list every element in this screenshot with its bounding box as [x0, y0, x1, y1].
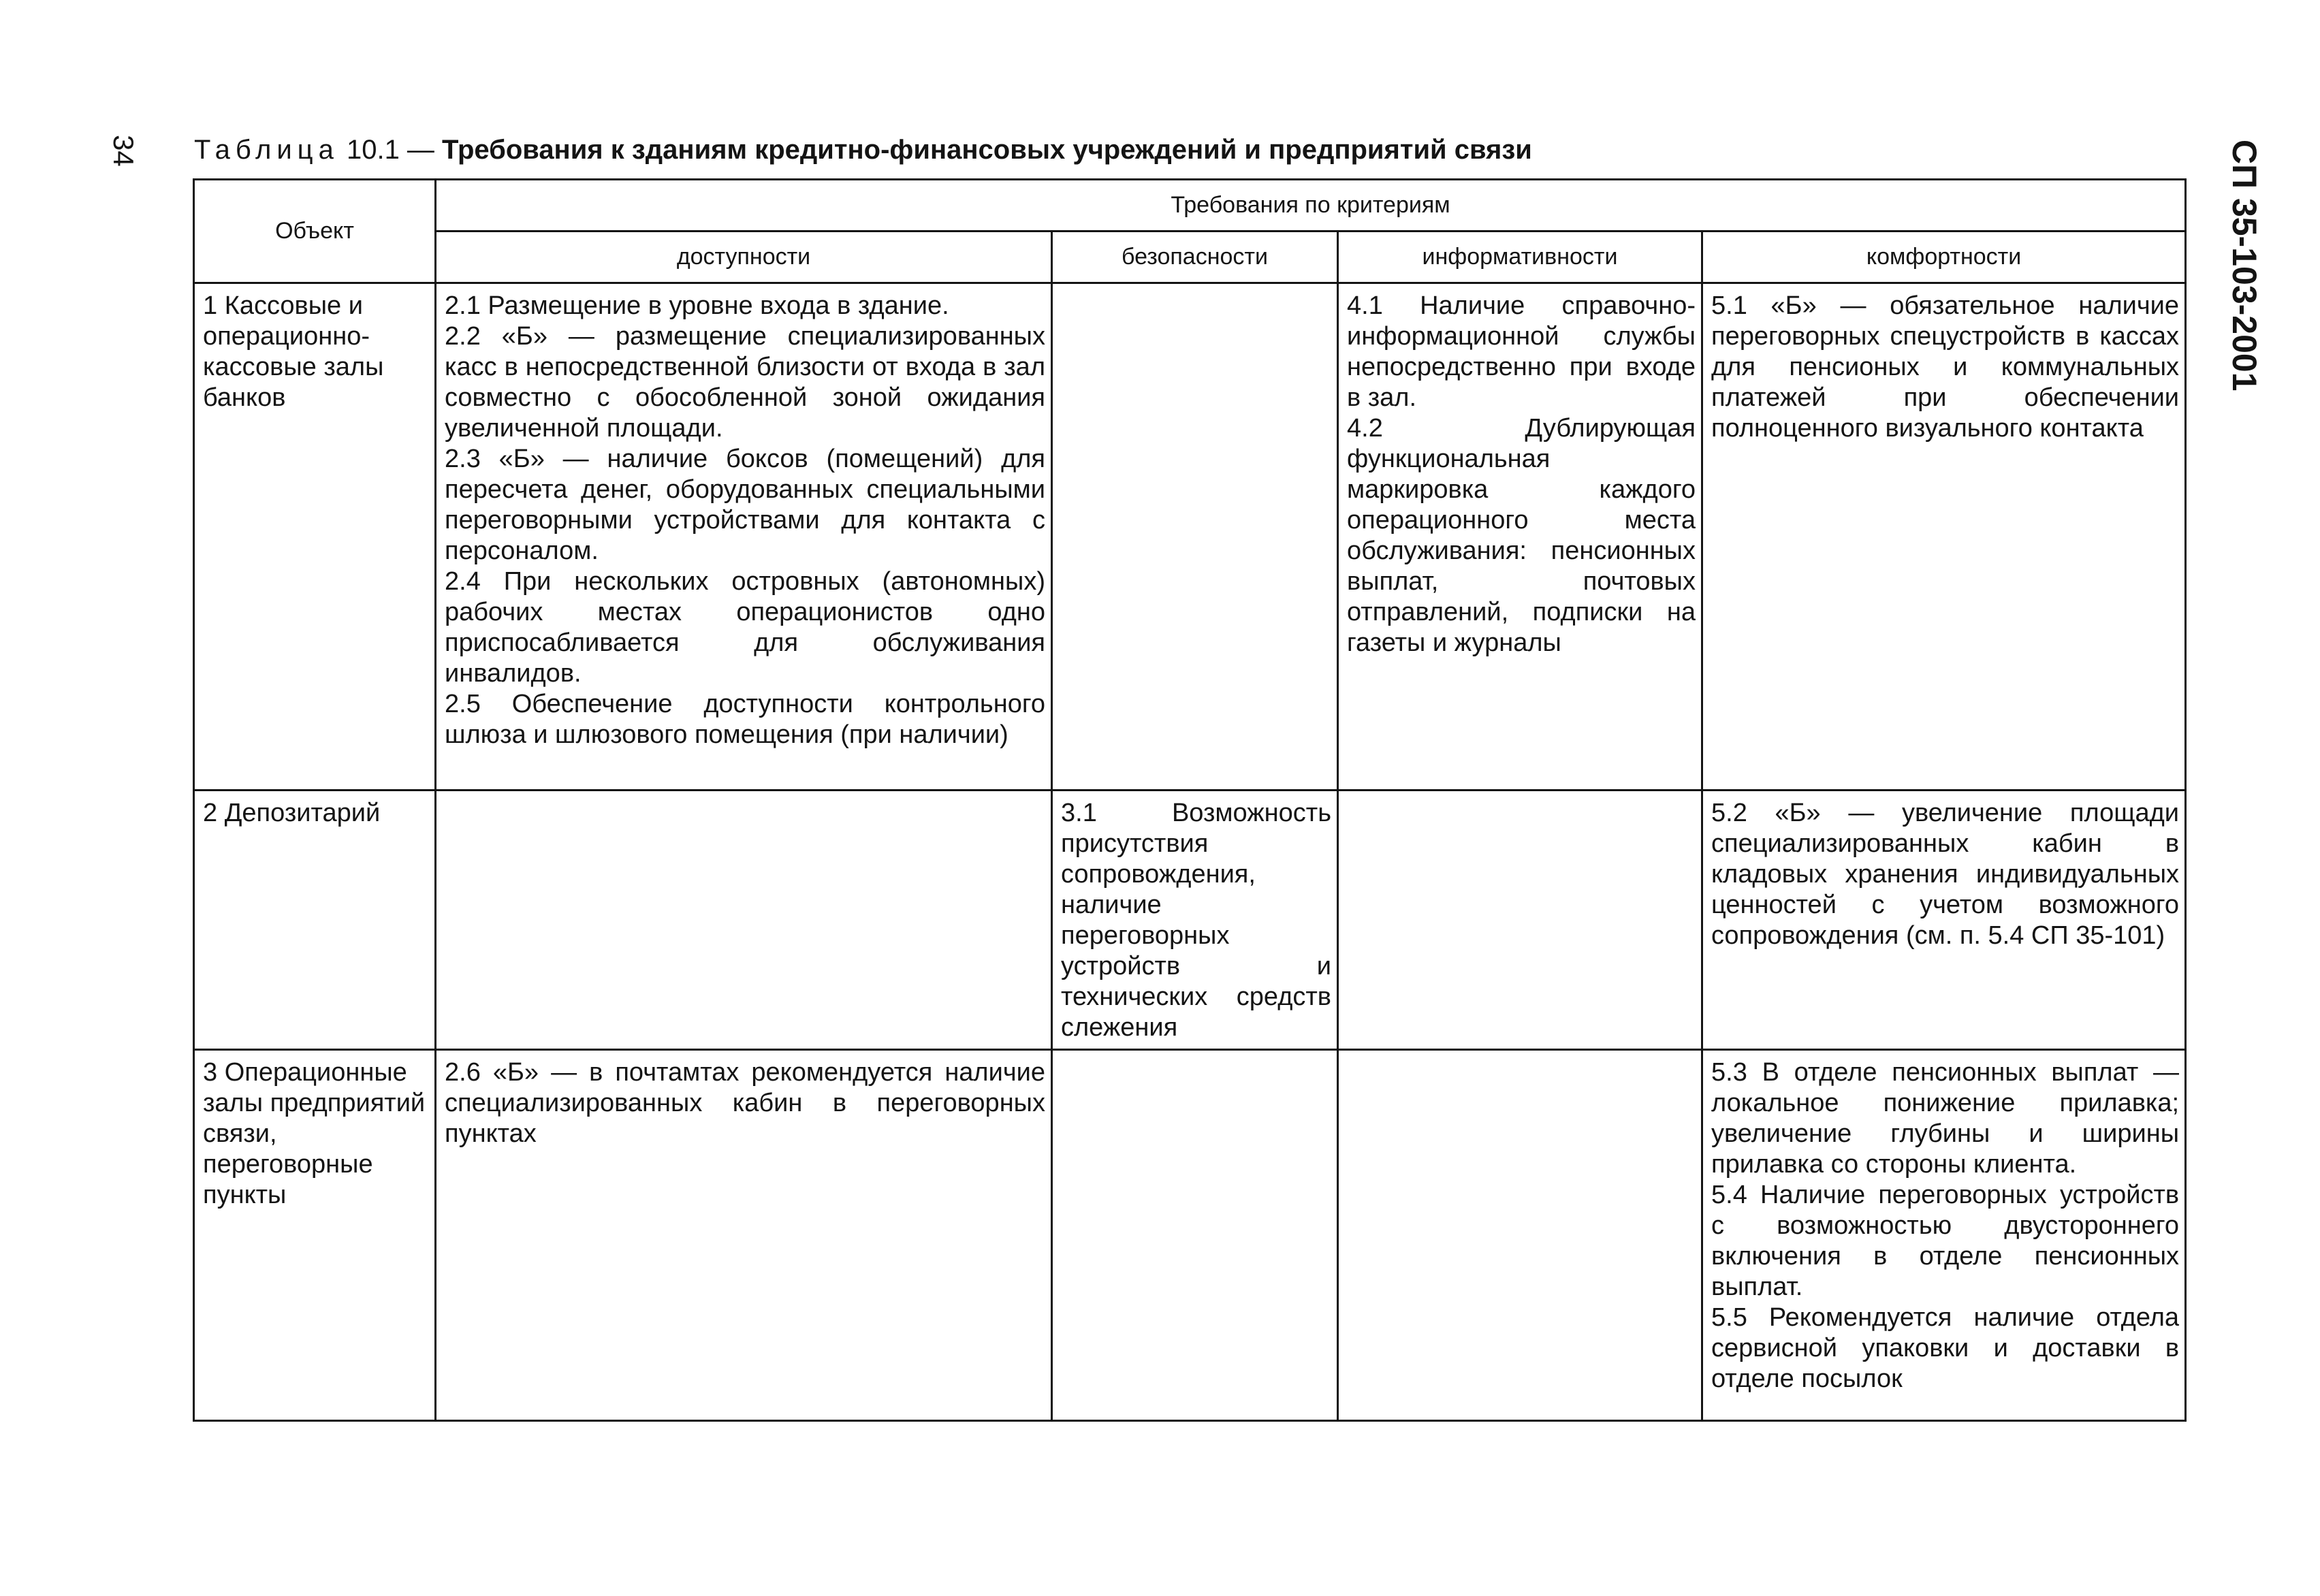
header-accessibility: доступности [436, 232, 1052, 283]
cell-comfort [1702, 283, 2186, 791]
requirement-item: 2.1 Размещение в уровне входа в здание. [445, 291, 949, 320]
table-row [194, 1050, 2186, 1421]
requirements-table [193, 178, 2187, 1422]
requirement-item: 5.4 Наличие переговорных устройств с возможностью двустороннего включения в отделе пенсионных выплат. [1711, 1181, 2180, 1301]
header-comfort: комфортности [1702, 232, 2186, 283]
header-subrow [194, 232, 2186, 283]
requirement-item: 4.1 Наличие справочно-информационной службы непосредственно при входе в зал. [1347, 291, 1696, 412]
requirement-item: 2.4 При нескольких островных (автономных) рабочих местах операционистов одно приспосабливается для обслуживания инвалидов. [445, 567, 1045, 688]
cell-safety [1052, 791, 1338, 1050]
caption-number: 10.1 — [338, 135, 443, 165]
header-criteria-group: Требования по критериям [436, 180, 2186, 232]
header-informativeness: информативности [1338, 232, 1702, 283]
header-safety: безопасности [1052, 232, 1338, 283]
header-object: Объект [194, 180, 436, 283]
requirement-item: 2.5 Обеспечение доступности контрольного шлюза и шлюзового помещения (при наличии) [445, 690, 1045, 749]
table-row [194, 791, 2186, 1050]
requirement-item: 4.2 Дублирующая функциональная маркировка каждого операционного места обслуживания: пенсионных выплат, почтовых отправлений, подписки на газеты и журналы [1347, 414, 1696, 657]
object-name: 3 Операционные залы предприятий связи, переговорные пункты [203, 1058, 426, 1209]
document-code: СП 35-103-2001 [2225, 140, 2263, 392]
cell-object [194, 791, 436, 1050]
cell-comfort [1702, 791, 2186, 1050]
cell-accessibility [436, 283, 1052, 791]
cell-comfort [1702, 1050, 2186, 1421]
cell-accessibility [436, 791, 1052, 1050]
cell-informativeness [1338, 283, 1702, 791]
header-row [194, 180, 2186, 232]
cell-accessibility [436, 1050, 1052, 1421]
requirement-item: 5.2 «Б» — увеличение площади специализированных кабин в кладовых хранения индивидуальных ценностей с учетом возможного сопровождения (см. п. 5.4 СП 35-101) [1711, 799, 2180, 950]
requirement-item: 5.3 В отделе пенсионных выплат — локальное понижение прилавка; увеличение глубины и ширины прилавка со стороны клиента. [1711, 1058, 2180, 1179]
requirement-item: 3.1 Возможность присутствия сопровождения, наличие переговорных устройств и технических средств слежения [1061, 799, 1331, 1042]
table-caption [194, 135, 1532, 165]
requirement-item: 2.6 «Б» — в почтамтах рекомендуется наличие специализированных кабин в переговорных пунктах [445, 1058, 1045, 1148]
object-name: 2 Депозитарий [203, 799, 381, 827]
object-name: 1 Кассовые и операционно-кассовые залы банков [203, 291, 384, 412]
table-row [194, 283, 2186, 791]
requirement-item: 5.1 «Б» — обязательное наличие переговорных спецустройств в кассах для пенсионых и коммунальных платежей при обеспечении полноценного визуального контакта [1711, 291, 2180, 443]
table-body [194, 283, 2186, 1421]
cell-informativeness [1338, 1050, 1702, 1421]
cell-safety [1052, 1050, 1338, 1421]
page-number: 34 [108, 135, 140, 167]
cell-object [194, 283, 436, 791]
requirement-item: 2.2 «Б» — размещение специализированных касс в непосредственной близости от входа в зал совместно с обособленной зоной ожидания увеличенной площади. [445, 322, 1045, 443]
requirement-item: 2.3 «Б» — наличие боксов (помещений) для пересчета денег, оборудованных специальными переговорными устройствами для контакта с персоналом. [445, 445, 1045, 565]
cell-informativeness [1338, 791, 1702, 1050]
cell-safety [1052, 283, 1338, 791]
caption-title: Требования к зданиям кредитно-финансовых учреждений и предприятий связи [442, 135, 1532, 165]
requirement-item: 5.5 Рекомендуется наличие отдела сервисной упаковки и доставки в отделе посылок [1711, 1303, 2180, 1393]
cell-object [194, 1050, 436, 1421]
caption-prefix: Таблица [194, 135, 339, 165]
